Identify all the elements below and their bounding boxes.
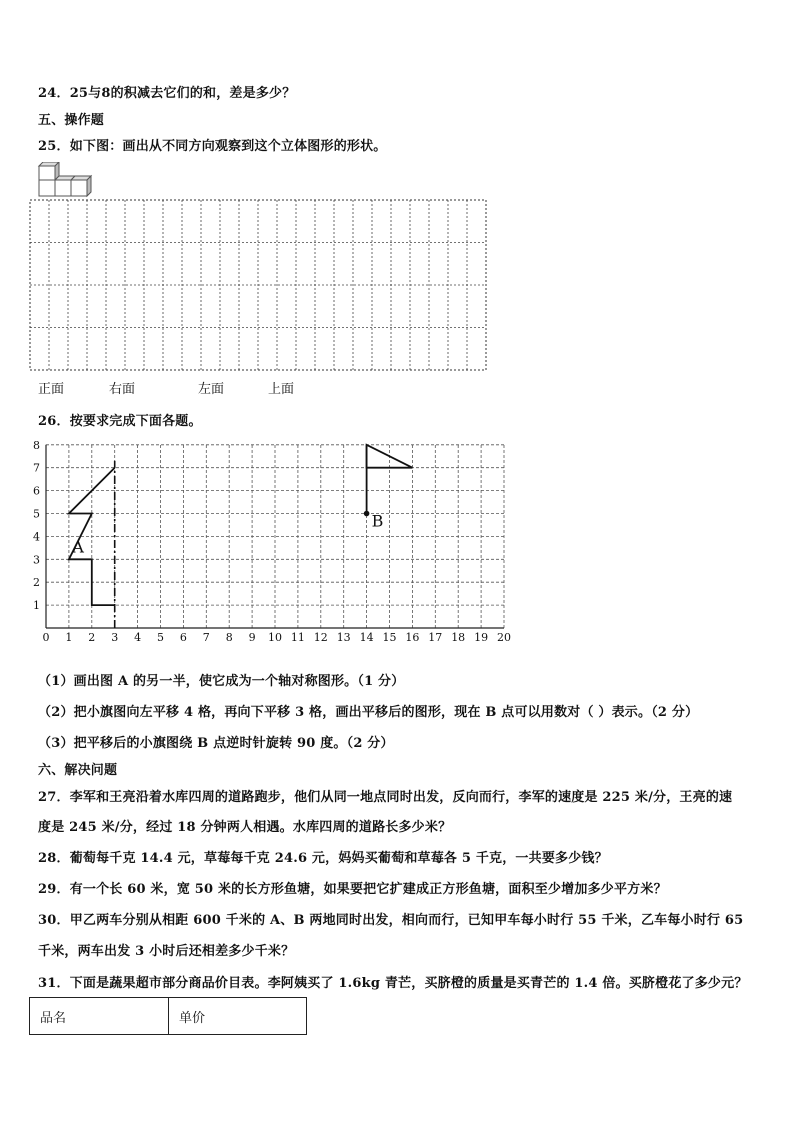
x-tick-label: 4 bbox=[134, 631, 142, 644]
table-row bbox=[30, 998, 307, 1035]
x-tick-label: 14 bbox=[359, 631, 374, 644]
section-6-heading: 六、解决问题 bbox=[38, 763, 118, 778]
section-5-heading: 五、操作题 bbox=[38, 113, 105, 128]
x-tick-label: 7 bbox=[202, 631, 210, 644]
point-b-label: B bbox=[371, 511, 384, 531]
figure-a-label: A bbox=[72, 537, 84, 557]
x-tick-label: 8 bbox=[225, 631, 233, 644]
point-b bbox=[364, 511, 370, 517]
x-tick-label: 19 bbox=[474, 631, 489, 644]
question-31: 31．下面是蔬果超市部分商品价目表。李阿姨买了 1.6kg 青芒，买脐橙的质量是买青芒的 1.4 倍。买脐橙花了多少元？ bbox=[38, 976, 748, 991]
x-tick-label: 11 bbox=[290, 631, 305, 644]
cube-solid-figure bbox=[36, 162, 98, 200]
drawing-grid-views bbox=[29, 199, 487, 371]
price-table bbox=[29, 997, 307, 1035]
x-tick-label: 5 bbox=[157, 631, 164, 644]
question-30-line-2: 千米，两车出发 3 小时后还相差多少千米？ bbox=[38, 944, 295, 959]
x-tick-label: 13 bbox=[336, 631, 351, 644]
question-30-line-1: 30．甲乙两车分别从相距 600 千米的 A、B 两地同时出发，相向而行，已知甲车每小时行 55 千米，乙车每小时行 65 bbox=[38, 913, 744, 928]
y-tick-label: 4 bbox=[33, 530, 40, 544]
question-26-part-2: （2）把小旗图向左平移 4 格，再向下平移 3 格，画出平移后的图形，现在 B 点可以用数对（ ）表示。（2 分） bbox=[38, 705, 699, 720]
x-tick-label: 6 bbox=[179, 631, 187, 644]
x-tick-label: 17 bbox=[428, 631, 443, 644]
x-tick-label: 16 bbox=[405, 631, 420, 644]
table-header-name: 品名 bbox=[30, 998, 169, 1035]
view-label-front: 正面 bbox=[38, 382, 65, 397]
coordinate-grid bbox=[30, 437, 520, 647]
question-24: 24．25与8的积减去它们的和，差是多少？ bbox=[38, 86, 296, 101]
question-29: 29．有一个长 60 米，宽 50 米的长方形鱼塘，如果要把它扩建成正方形鱼塘，面积至少增加多少平方米？ bbox=[38, 882, 667, 897]
x-tick-label: 20 bbox=[497, 631, 511, 644]
x-tick-label: 18 bbox=[451, 631, 466, 644]
question-27-line-1: 27．李军和王亮沿着水库四周的道路跑步，他们从同一地点同时出发，反向而行，李军的速度是 225 米/分，王亮的速 bbox=[38, 790, 733, 805]
y-tick-label: 1 bbox=[33, 599, 40, 613]
y-tick-label: 5 bbox=[33, 507, 40, 521]
question-26: 26．按要求完成下面各题。 bbox=[38, 414, 202, 429]
y-tick-label: 8 bbox=[33, 438, 40, 452]
x-tick-label: 0 bbox=[42, 631, 50, 644]
question-25: 25．如下图：画出从不同方向观察到这个立体图形的形状。 bbox=[38, 139, 387, 154]
x-tick-label: 3 bbox=[111, 631, 119, 644]
y-tick-label: 6 bbox=[33, 484, 40, 498]
table-header-price: 单价 bbox=[169, 998, 307, 1035]
question-26-part-1: （1）画出图 A 的另一半，使它成为一个轴对称图形。（1 分） bbox=[38, 674, 405, 689]
view-label-top: 上面 bbox=[268, 382, 295, 397]
view-label-left: 左面 bbox=[198, 382, 225, 397]
x-tick-label: 2 bbox=[88, 631, 96, 644]
flag-triangle bbox=[367, 445, 413, 468]
x-tick-label: 12 bbox=[313, 631, 328, 644]
y-tick-label: 3 bbox=[33, 553, 40, 567]
x-tick-label: 15 bbox=[382, 631, 397, 644]
x-tick-label: 9 bbox=[248, 631, 256, 644]
question-26-part-3: （3）把平移后的小旗图绕 B 点逆时针旋转 90 度。（2 分） bbox=[38, 736, 394, 751]
y-tick-label: 7 bbox=[33, 461, 40, 475]
y-tick-label: 2 bbox=[33, 576, 40, 590]
x-tick-label: 1 bbox=[65, 631, 73, 644]
question-28: 28．葡萄每千克 14.4 元，草莓每千克 24.6 元，妈妈买葡萄和草莓各 5 千克，一共要多少钱？ bbox=[38, 851, 608, 866]
view-label-right: 右面 bbox=[109, 382, 136, 397]
question-27-line-2: 度是 245 米/分，经过 18 分钟两人相遇。水库四周的道路长多少米？ bbox=[38, 820, 452, 835]
x-tick-label: 10 bbox=[268, 631, 282, 644]
